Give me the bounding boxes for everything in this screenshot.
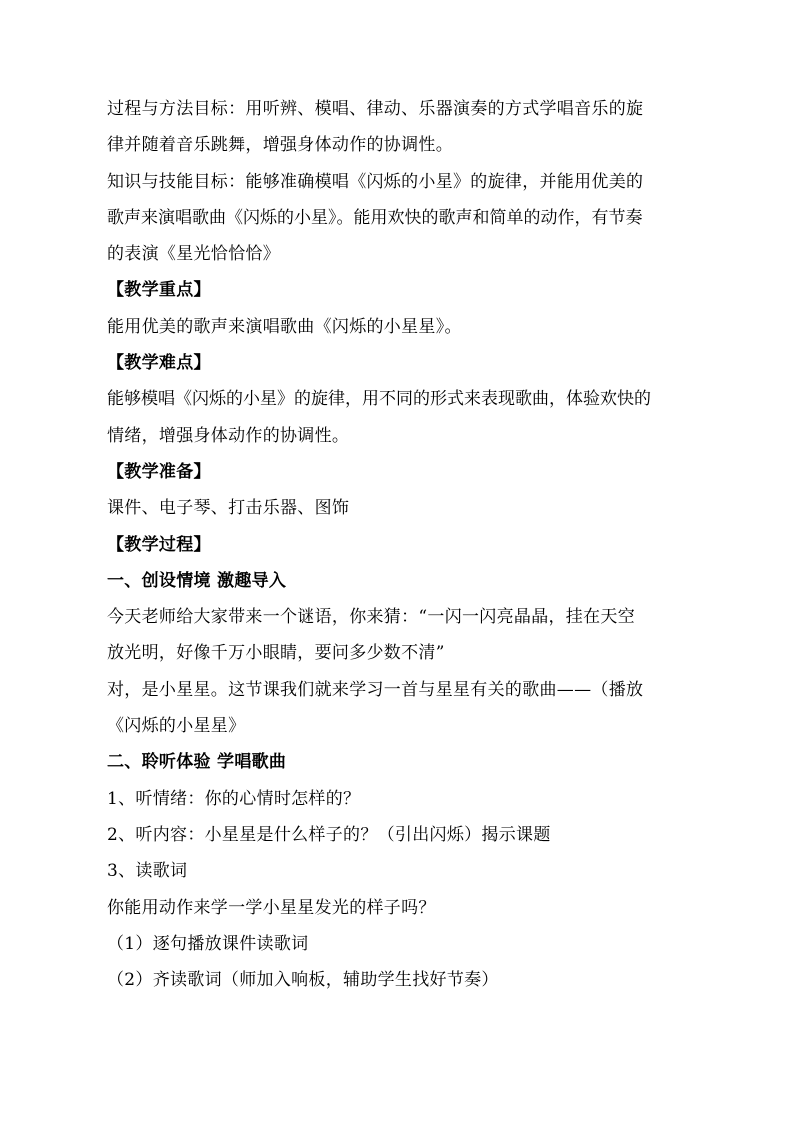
list-item: 2、听内容：小星星是什么样子的？（引出闪烁）揭示课题 xyxy=(107,824,551,845)
document-page xyxy=(107,91,692,998)
text-line: 你能用动作来学一学小星星发光的样子吗？ xyxy=(107,897,436,918)
text-line: 律并随着音乐跳舞，增强身体动作的协调性。 xyxy=(107,135,453,156)
text-line: 课件、电子琴、打击乐器、图饰 xyxy=(107,498,350,519)
text-line: 过程与方法目标：用听辨、模唱、律动、乐器演奏的方式学唱音乐的旋 xyxy=(107,99,644,119)
section-heading: 【教学难点】 xyxy=(107,353,211,374)
text-line: 能用优美的歌声来演唱歌曲《闪烁的小星星》。 xyxy=(107,316,462,337)
text-line: 歌声来演唱歌曲《闪烁的小星》。能用欢快的歌声和简单的动作，有节奏 xyxy=(107,207,643,228)
section-heading: 【教学准备】 xyxy=(107,461,211,482)
text-line: 放光明，好像千万小眼睛，要问多少数不清” xyxy=(107,643,445,664)
list-item: 3、读歌词 xyxy=(107,861,188,882)
section-heading: 【教学重点】 xyxy=(107,280,211,301)
list-item: （2）齐读歌词（师加入响板，辅助学生找好节奏） xyxy=(107,970,499,991)
list-item: 1、听情绪：你的心情时怎样的？ xyxy=(107,788,361,809)
list-item: （1）逐句播放课件读歌词 xyxy=(107,933,309,954)
text-line: 今天老师给大家带来一个谜语，你来猜：“一闪一闪亮晶晶，挂在天空 xyxy=(107,607,635,628)
text-line: 知识与技能目标：能够准确模唱《闪烁的小星》的旋律，并能用优美的 xyxy=(107,171,644,192)
section-heading: 【教学过程】 xyxy=(107,534,211,555)
text-line: 《闪烁的小星星》 xyxy=(107,716,246,737)
text-line: 对，是小星星。这节课我们就来学习一首与星星有关的歌曲——（播放 xyxy=(107,679,644,700)
text-line: 能够模唱《闪烁的小星》的旋律，用不同的形式来表现歌曲，体验欢快的 xyxy=(107,389,651,410)
text-line: 的表演《星光恰恰恰》 xyxy=(107,244,280,265)
subsection-heading: 二、聆听体验 学唱歌曲 xyxy=(107,752,287,773)
subsection-heading: 一、创设情境 激趣导入 xyxy=(107,570,287,591)
text-line: 情绪，增强身体动作的协调性。 xyxy=(107,425,350,446)
